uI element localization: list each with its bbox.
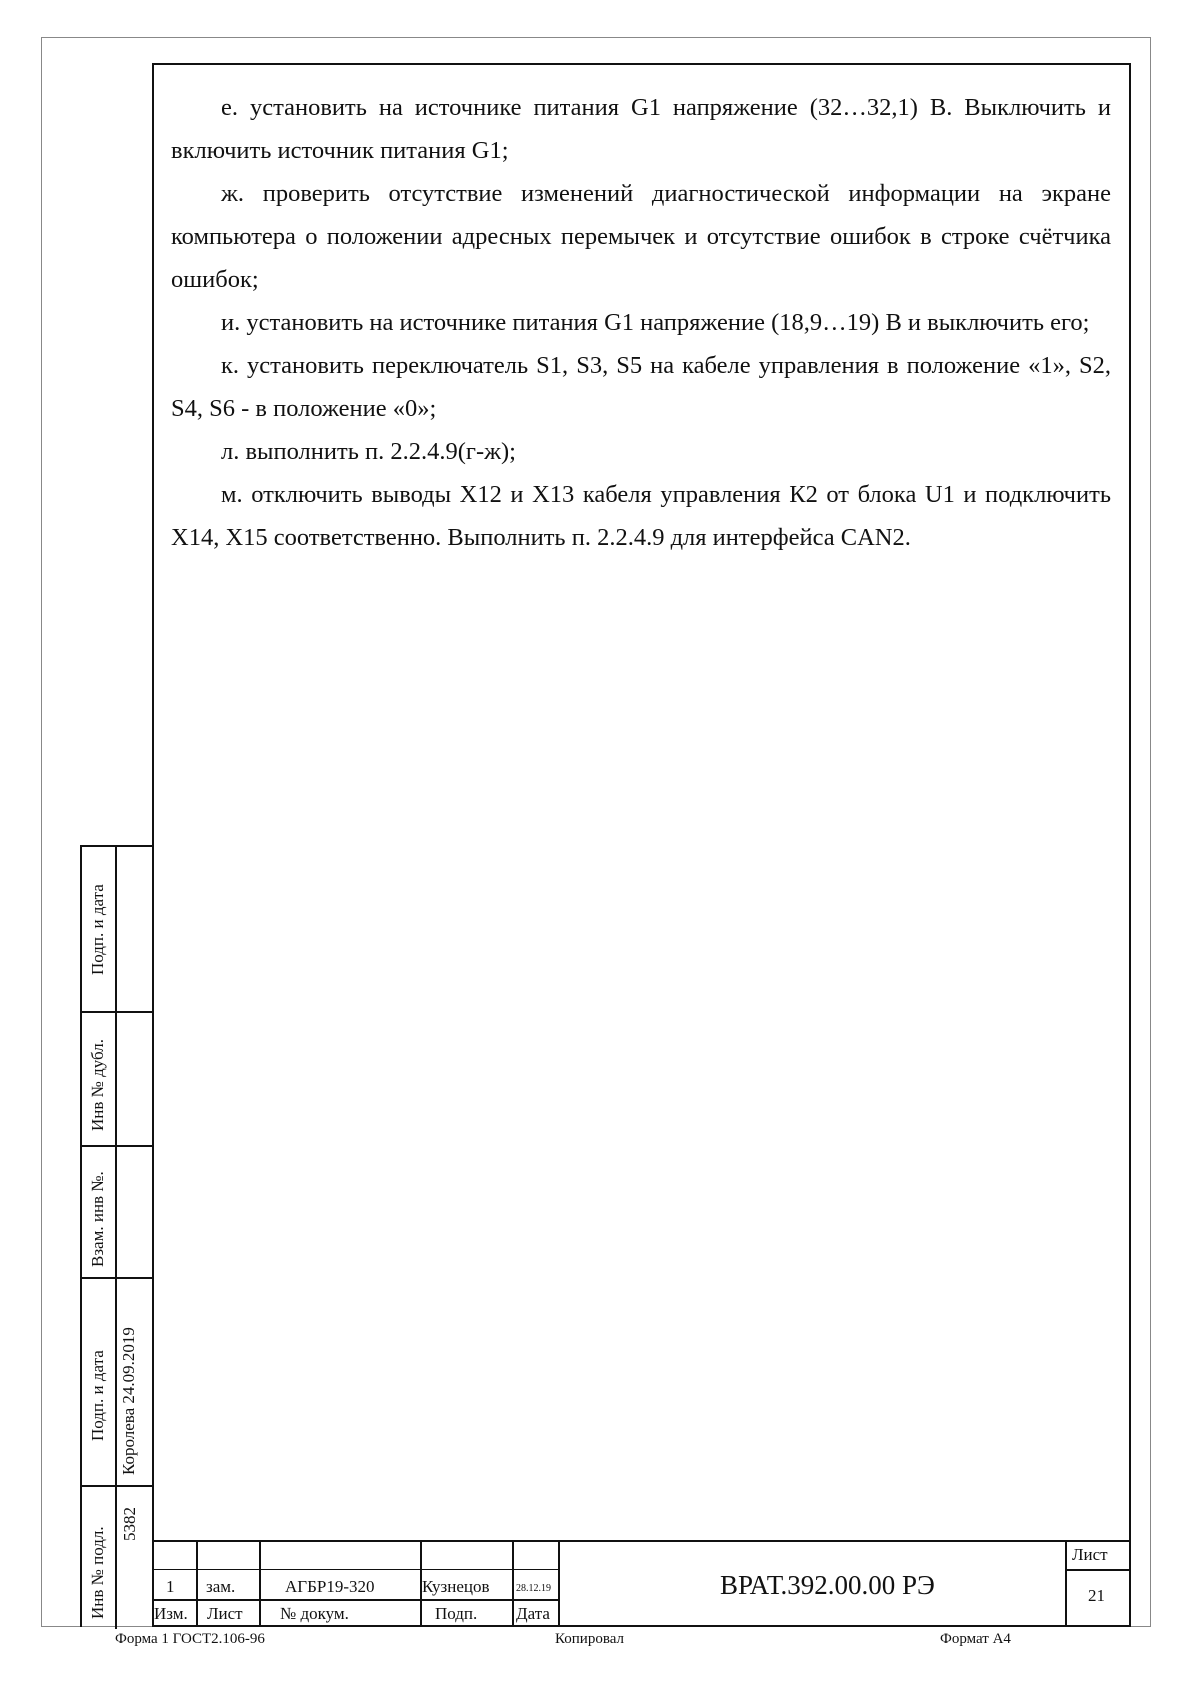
- footer-format: Формат А4: [940, 1631, 1011, 1647]
- footer-form: Форма 1 ГОСТ2.106-96: [115, 1631, 265, 1647]
- tb-list-label: Лист: [207, 1604, 243, 1623]
- tb-doc-label: № докум.: [280, 1604, 349, 1623]
- paragraph-i: и. установить на источнике питания G1 напряжение (18,9…19) В и выключить его;: [221, 309, 1090, 336]
- title-block: [152, 1540, 1131, 1627]
- tb-izm-value: 1: [166, 1577, 175, 1596]
- side-row-podp-data-2: [82, 1277, 152, 1487]
- tb-izm-label: Изм.: [154, 1604, 188, 1623]
- paragraph-zh: ж. проверить отсутствие изменений диагностической информации на экране компьютера о положении адресных перемычек и отсутствие ошибок в строке счётчика ошибок;: [171, 180, 1111, 293]
- tb-podp-value: Кузнецов: [422, 1577, 490, 1596]
- paragraph-e: е. установить на источнике питания G1 напряжение (32…32,1) В. Выключить и включить источник питания G1;: [171, 94, 1111, 164]
- side-label-podp-data-2: Подп. и дата: [88, 1350, 107, 1441]
- side-label-vzam-inv: Взам. инв №.: [88, 1171, 107, 1267]
- tb-sheet-label: Лист: [1072, 1545, 1108, 1564]
- paragraph-m: м. отключить выводы Х12 и Х13 кабеля управления К2 от блока U1 и подключить Х14, Х15 соответственно. Выполнить п. 2.2.4.9 для интерфейса CAN2.: [171, 481, 1111, 551]
- tb-list-value: зам.: [206, 1577, 236, 1596]
- side-row-inv-podl: [82, 1485, 152, 1629]
- side-value-inv-podl: 5382: [120, 1507, 139, 1541]
- side-stamp: [80, 845, 152, 1627]
- tb-doc-value: АГБР19-320: [285, 1577, 375, 1596]
- side-value-podp-data-2: Королева 24.09.2019: [119, 1327, 138, 1475]
- document-body: [171, 86, 1111, 559]
- tb-sheet-number: 21: [1088, 1586, 1105, 1605]
- footer-copied: Копировал: [555, 1631, 624, 1647]
- side-row-vzam-inv: [82, 1145, 152, 1279]
- side-row-inv-dubl: [82, 1011, 152, 1147]
- paragraph-k: к. установить переключатель S1, S3, S5 на кабеле управления в положение «1», S2, S4, S6 - в положение «0»;: [171, 352, 1111, 422]
- side-row-podp-data-1: [82, 847, 152, 1013]
- tb-date-label: Дата: [516, 1604, 550, 1623]
- side-label-inv-dubl: Инв № дубл.: [88, 1038, 107, 1131]
- tb-date-value: 28.12.19: [516, 1583, 551, 1594]
- tb-podp-label: Подп.: [435, 1604, 478, 1623]
- paragraph-l: л. выполнить п. 2.2.4.9(г-ж);: [221, 438, 516, 465]
- side-label-podp-data-1: Подп. и дата: [88, 884, 107, 975]
- side-label-inv-podl: Инв № подл.: [88, 1526, 107, 1619]
- document-code: ВРАТ.392.00.00 РЭ: [720, 1570, 935, 1600]
